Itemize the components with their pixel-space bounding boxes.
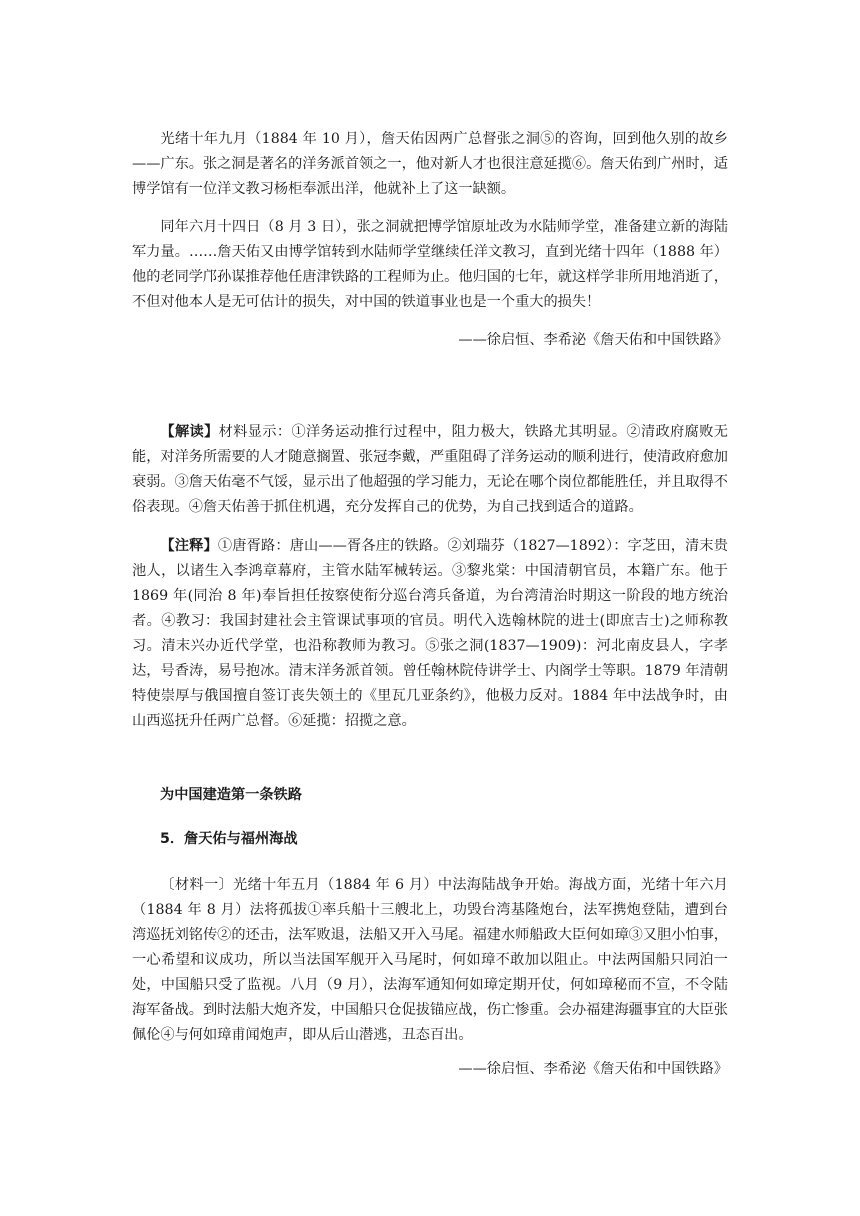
material-one-paragraph <box>132 873 728 1048</box>
reading-text: 材料显示：①洋务运动推行过程中，阻力极大，铁路尤其明显。②清政府腐败无能，对洋务所需要的人才随意搁置、张冠李戴，严重阻碍了洋务运动的顺利进行，使清政府愈加衰弱。③詹天佑毫不气馁，显示出了他超强的学习能力，无论在哪个岗位都能胜任，并且取得不俗表现。④詹天佑善于抓住机遇，充分发挥自己的优势，为自己找到适合的道路。 <box>132 424 728 515</box>
notes-paragraph <box>132 534 728 734</box>
notes-text: ①唐胥路：唐山——胥各庄的铁路。②刘瑞芬（1827—1892）：字芝田，清末贵池人，以诸生入李鸿章幕府，主管水陆军械转运。③黎兆棠：中国清朝官员，本籍广东。他于 1869 年(同治 8 年)奉旨担任按察使衔分巡台湾兵备道，为台湾清治时期这一阶段的地方统治者。④教习：我国封建社会主管课试事项的官员。明代入选翰林院的进士(即庶吉士)之师称教习。清末兴办近代学堂，也沿称教师为教习。⑤张之洞(1837—1909)：河北南皮县人，字孝达，号香涛，易号抱冰。清末洋务派首领。曾任翰林院侍讲学士、内阁学士等职。1879 年清朝特使崇厚与俄国擅自签订丧失领土的《里瓦几亚条约》，他极力反对。1884 年中法战争时，由山西巡抚升任两广总督。⑥延揽：招揽之意。 <box>132 538 728 729</box>
section-heading: 为中国建造第一条铁路 <box>160 787 302 803</box>
source-citation-1: ——徐启恒、李希泌《詹天佑和中国铁路》 <box>458 332 728 348</box>
paragraph-2: 同年六月十四日（8 月 3 日），张之洞就把博学馆原址改为水陆师学堂，准备建立新的海陆军力量。……詹天佑又由博学馆转到水陆师学堂继续任洋文教习，直到光绪十四年（1888 年）他的老同学邝孙谋推荐他任唐津铁路的工程师为止。他归国的七年，就这样学非所用地消逝了，不但对他本人是无可估计的损失，对中国的铁道事业也是一个重大的损失！ <box>132 219 728 310</box>
subsection-heading: 5．詹天佑与福州海战 <box>160 831 298 847</box>
source-citation-2: ——徐启恒、李希泌《詹天佑和中国铁路》 <box>458 1061 728 1077</box>
reading-label: 【解读】 <box>160 424 219 440</box>
paragraph-1: 光绪十年九月（1884 年 10 月），詹天佑因两广总督张之洞⑤的咨询，回到他久别的故乡——广东。张之洞是著名的洋务派首领之一，他对新人才也很注意延揽⑥。詹天佑到广州时，适博学馆有一位洋文教习杨柜奉派出洋，他就补上了这一缺额。 <box>132 131 728 197</box>
reading-paragraph <box>132 420 728 520</box>
material-one-label: 〔材料一〕 <box>160 877 233 893</box>
material-one-text: 光绪十年五月（1884 年 6 月）中法海陆战争开始。海战方面，光绪十年六月（1884 年 8 月）法将孤拔①率兵船十三艘北上，功毁台湾基隆炮台，法军携炮登陆，遭到台湾巡抚刘铭传②的还击，法军败退，法船又开入马尾。福建水师船政大臣何如璋③又胆小怕事，一心希望和议成功，所以当法国军舰开入马尾时，何如璋不敢加以阻止。中法两国船只同泊一处，中国船只受了监视。八月（9 月），法海军通知何如璋定期开仗，何如璋秘而不宣，不令陆海军备战。到时法船大炮齐发，中国船只仓促拔锚应战，伤亡惨重。会办福建海疆事宜的大臣张佩伦④与何如璋甫闻炮声，即从后山潜逃，丑态百出。 <box>132 877 728 1043</box>
notes-label: 【注释】 <box>160 538 218 554</box>
